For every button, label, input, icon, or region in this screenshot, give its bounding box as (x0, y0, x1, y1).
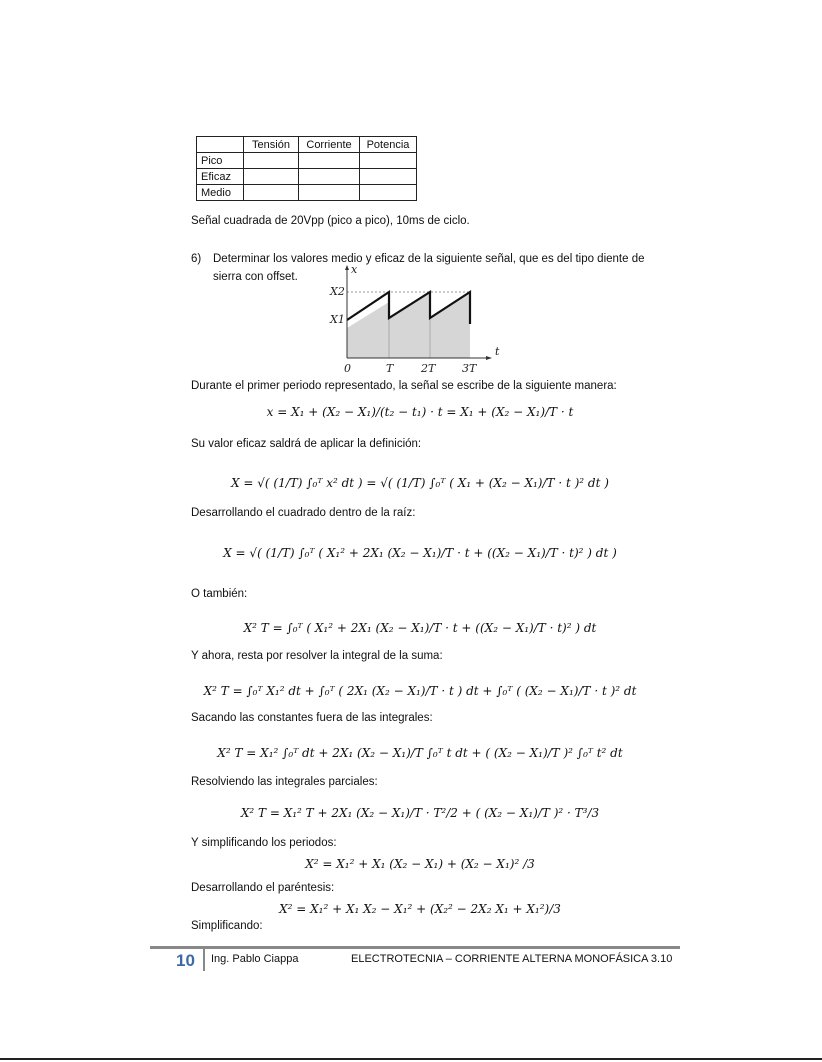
row-label: Medio (197, 185, 244, 201)
table-row (197, 185, 417, 201)
paragraph: Y ahora, resta por resolver la integral de la suma: (191, 650, 443, 662)
values-table (196, 136, 417, 201)
row-label: Eficaz (197, 169, 244, 185)
equation: X² = X₁² + X₁ (X₂ − X₁) + (X₂ − X₁)² /3 (305, 857, 535, 871)
table-header-empty (197, 137, 244, 153)
equation: X² = X₁² + X₁ X₂ − X₁² + (X₂² − 2X₂ X₁ + X₁²)/3 (279, 902, 561, 916)
equation: X = √( (1/T) ∫₀ᵀ x² dt ) = √( (1/T) ∫₀ᵀ ( X₁ + (X₂ − X₁)/T · t )² dt ) (231, 476, 609, 490)
row-label: Pico (197, 153, 244, 169)
problem-text: Determinar los valores medio y eficaz de la siguiente señal, que es del tipo diente de (213, 253, 645, 265)
paragraph: Su valor eficaz saldrá de aplicar la definición: (191, 438, 422, 450)
page-edge (0, 1058, 822, 1060)
footer-title: ELECTROTECNIA – CORRIENTE ALTERNA MONOFÁSICA 3.10 (351, 953, 673, 965)
paragraph: Desarrollando el cuadrado dentro de la raíz: (191, 507, 416, 519)
tick-T: T (386, 362, 394, 372)
footer-author: Ing. Pablo Ciappa (211, 953, 299, 965)
table-row (197, 153, 417, 169)
paragraph: Simplificando: (191, 920, 263, 932)
tick-3T: 3T (462, 362, 477, 372)
table-header: Potencia (360, 137, 417, 153)
problem-text-2: sierra con offset. (213, 271, 298, 283)
paragraph: Y simplificando los periodos: (191, 837, 337, 849)
page-number: 10 (176, 951, 195, 970)
label-x1: X1 (330, 313, 345, 326)
y-arrow-icon (345, 265, 349, 270)
equation: X² T = X₁² ∫₀ᵀ dt + 2X₁ (X₂ − X₁)/T ∫₀ᵀ t dt + ( (X₂ − X₁)/T )² ∫₀ᵀ t² dt (217, 746, 623, 760)
square-note: Señal cuadrada de 20Vpp (pico a pico), 10ms de ciclo. (191, 215, 470, 227)
paragraph: Desarrollando el paréntesis: (191, 882, 335, 894)
y-axis-label: x (351, 263, 358, 276)
equation: X² T = ∫₀ᵀ X₁² dt + ∫₀ᵀ ( 2X₁ (X₂ − X₁)/T · t ) dt + ∫₀ᵀ ( (X₂ − X₁)/T · t )² dt (203, 684, 637, 698)
table-header: Corriente (299, 137, 360, 153)
paragraph: O también: (191, 588, 248, 600)
x-axis-label: t (495, 345, 500, 358)
label-x2: X2 (330, 285, 345, 298)
tick-2T: 2T (421, 362, 436, 372)
footer-rule (150, 946, 680, 949)
sawtooth-figure (320, 262, 510, 372)
footer-separator (203, 949, 205, 971)
x-arrow-icon (486, 356, 492, 360)
tick-0: 0 (344, 362, 351, 372)
equation: x = X₁ + (X₂ − X₁)/(t₂ − t₁) · t = X₁ + (X₂ − X₁)/T · t (266, 405, 574, 419)
table-row (197, 169, 417, 185)
equation: X² T = ∫₀ᵀ ( X₁² + 2X₁ (X₂ − X₁)/T · t + ((X₂ − X₁)/T · t)² ) dt (243, 621, 597, 635)
table-header-row (197, 137, 417, 153)
table-header: Tensión (244, 137, 299, 153)
problem-number: 6) (191, 253, 202, 265)
paragraph: Sacando las constantes fuera de las integrales: (191, 712, 433, 724)
paragraph: Resolviendo las integrales parciales: (191, 776, 378, 788)
equation: X² T = X₁² T + 2X₁ (X₂ − X₁)/T · T²/2 + ( (X₂ − X₁)/T )² · T³/3 (240, 806, 600, 820)
equation: X = √( (1/T) ∫₀ᵀ ( X₁² + 2X₁ (X₂ − X₁)/T · t + ((X₂ − X₁)/T · t)² ) dt ) (223, 546, 617, 560)
area-fill (347, 292, 470, 358)
paragraph: Durante el primer periodo representado, la señal se escribe de la siguiente manera: (191, 380, 617, 392)
